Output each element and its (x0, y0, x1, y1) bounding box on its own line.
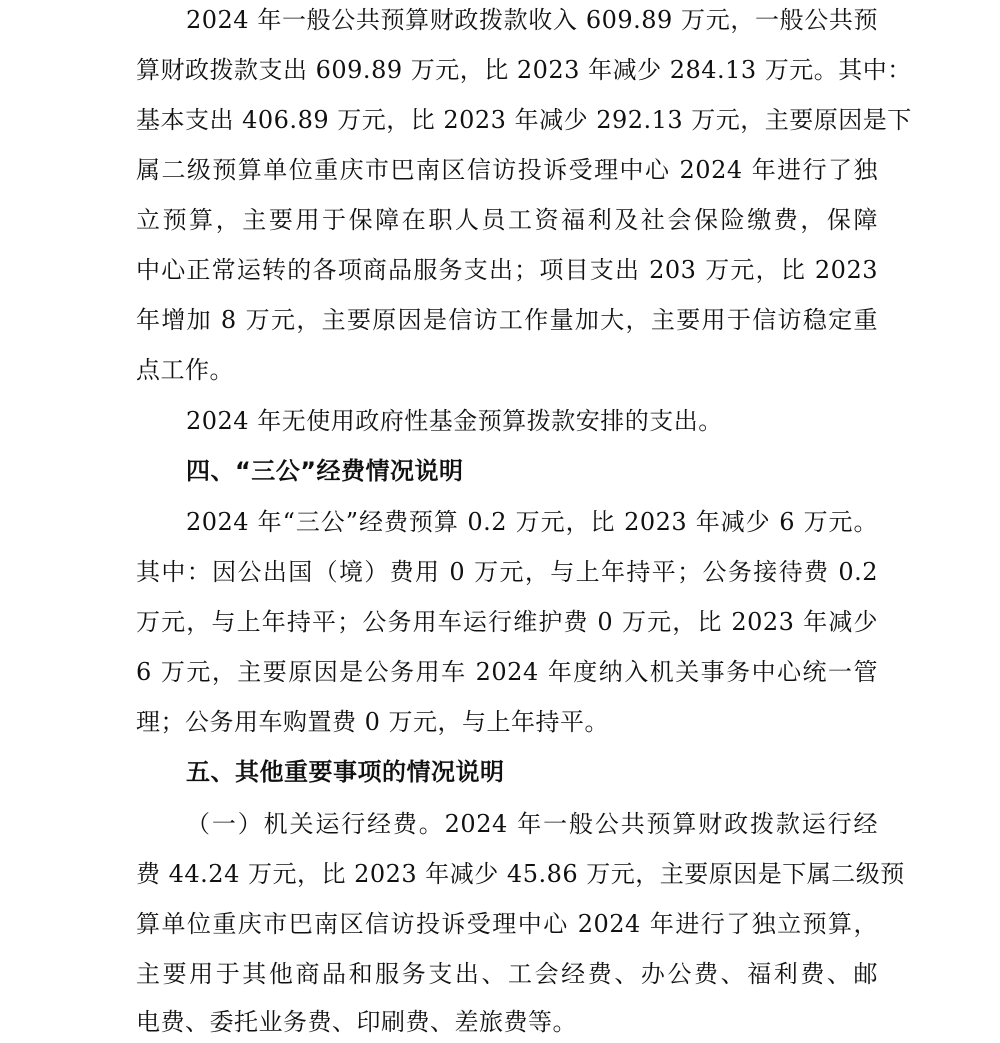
paragraph-line: 费 44.24 万元，比 2023 年减少 45.86 万元，主要原因是下属二级预 (136, 860, 905, 888)
paragraph-line: 算单位重庆市巴南区信访投诉受理中心 2024 年进行了独立预算， (136, 910, 878, 938)
paragraph-line: （一）机关运行经费。2024 年一般公共预算财政拨款运行经 (186, 810, 878, 838)
paragraph-line: 2024 年“三公”经费预算 0.2 万元，比 2023 年减少 6 万元。 (186, 508, 878, 536)
paragraph-line: 主要用于其他商品和服务支出、工会经费、办公费、福利费、邮 (136, 960, 878, 988)
paragraph-line: 属二级预算单位重庆市巴南区信访投诉受理中心 2024 年进行了独 (136, 156, 878, 184)
section-heading: 四、“三公”经费情况说明 (186, 457, 464, 485)
paragraph-line: 点工作。 (136, 356, 234, 384)
paragraph-line: 2024 年无使用政府性基金预算拨款安排的支出。 (186, 407, 723, 435)
paragraph-line: 2024 年一般公共预算财政拨款收入 609.89 万元，一般公共预 (186, 6, 878, 34)
section-heading: 五、其他重要事项的情况说明 (186, 758, 505, 786)
paragraph-line: 万元，与上年持平；公务用车运行维护费 0 万元，比 2023 年减少 (136, 608, 878, 636)
paragraph-line: 立预算，主要用于保障在职人员工资福利及社会保险缴费，保障 (136, 206, 878, 234)
paragraph-line: 基本支出 406.89 万元，比 2023 年减少 292.13 万元，主要原因是下 (136, 106, 912, 134)
paragraph-line: 年增加 8 万元，主要原因是信访工作量加大，主要用于信访稳定重 (136, 306, 878, 334)
paragraph-line: 6 万元，主要原因是公务用车 2024 年度纳入机关事务中心统一管 (136, 658, 878, 686)
paragraph-line: 算财政拨款支出 609.89 万元，比 2023 年减少 284.13 万元。其中： (136, 56, 912, 84)
paragraph-line: 中心正常运转的各项商品服务支出；项目支出 203 万元，比 2023 (136, 256, 878, 284)
paragraph-line: 理；公务用车购置费 0 万元，与上年持平。 (136, 708, 610, 736)
paragraph-line: 电费、委托业务费、印刷费、差旅费等。 (136, 1008, 577, 1036)
paragraph-line: 其中：因公出国（境）费用 0 万元，与上年持平；公务接待费 0.2 (136, 558, 878, 586)
